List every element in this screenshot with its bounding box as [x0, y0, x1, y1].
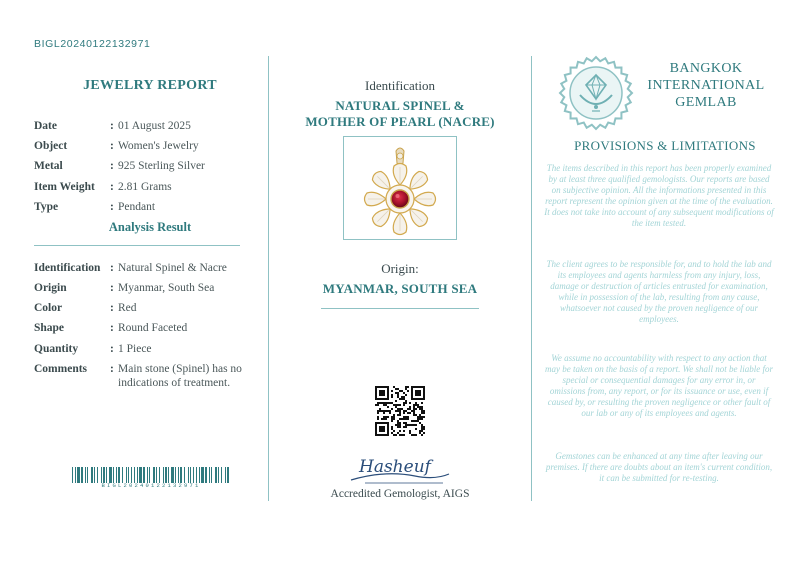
field-label: Quantity: [34, 343, 79, 355]
lab-name-line-3: GEMLAB: [675, 95, 737, 110]
identification-line-1: NATURAL SPINEL &: [335, 98, 465, 113]
qr-code: [375, 386, 425, 436]
field-label: Origin: [34, 282, 67, 294]
field-label: Date: [34, 120, 57, 132]
analysis-divider: [34, 245, 240, 246]
pendant-image: [344, 137, 456, 239]
divider-left: [268, 56, 269, 501]
field-value: Main stone (Spinel) has no indications of treatment.: [118, 363, 242, 389]
lab-name: [636, 60, 776, 111]
lab-name-line-2: INTERNATIONAL: [647, 78, 765, 93]
field-label: Object: [34, 140, 68, 152]
report-title: JEWELRY REPORT: [83, 78, 217, 93]
field-label: Identification: [34, 262, 101, 274]
jewelry-photo: [343, 136, 457, 240]
field-label: Metal: [34, 160, 63, 172]
field-label: Comments: [34, 363, 88, 375]
accredited-gemologist: Accredited Gemologist, AIGS: [330, 488, 470, 500]
provisions-paragraph-1: The items described in this report has been properly examined by at least three qualified gemologists. Our reports are based on subjective opinion. All the informations presented in this report represent the opinion given at the time of the evaluation. It does not take into account of any subsequent modifications of the item tested.: [544, 163, 774, 228]
gemlab-seal-logo: [558, 55, 634, 131]
field-value: 01 August 2025: [118, 120, 191, 132]
lab-name-line-1: BANGKOK: [669, 61, 743, 76]
origin-divider: [321, 308, 479, 309]
origin-label: Origin:: [381, 261, 419, 276]
field-value: Red: [118, 302, 137, 314]
provisions-paragraph-2: The client agrees to be responsible for, and to hold the lab and its employees and agents harmless from any injury, loss, damage or destruction of articles entrusted for examination, while in possession of the lab, resulting from any cause, whatsoever not caused by the proven negligence of our employees.: [546, 259, 772, 324]
analysis-title: Analysis Result: [108, 220, 192, 234]
provisions-paragraph-3: We assume no accountability with respect to any action that may be taken on the basis of a report. We shall not be liable for special or consequential damages for any error in, or omissions from, any report, or for its issuance or use, even if caused by, or resulting the proven negligence or other fault of our lab or any of its employees and agents.: [544, 353, 774, 418]
field-label: Color: [34, 302, 63, 314]
field-value: Pendant: [118, 201, 156, 213]
provisions-paragraph-4: Gemstones can be enhanced at any time after leaving our premises. If there are doubts about an item's current condition, it can be submitted for re-testing.: [545, 451, 773, 483]
field-value: Round Faceted: [118, 322, 188, 334]
field-label: Type: [34, 201, 59, 213]
field-value: 1 Piece: [118, 343, 152, 355]
gemologist-signature: [345, 450, 455, 488]
provisions-title: PROVISIONS & LIMITATIONS: [574, 138, 756, 153]
report-id: BIGL20240122132971: [34, 38, 151, 50]
origin-value: MYANMAR, SOUTH SEA: [322, 281, 478, 296]
field-value: Myanmar, South Sea: [118, 282, 215, 294]
identification-line-2: MOTHER OF PEARL (NACRE): [305, 114, 495, 129]
field-value: 2.81 Grams: [118, 181, 172, 193]
identification-label: Identification: [364, 78, 436, 93]
field-label: Item Weight: [34, 181, 95, 193]
barcode-text: BIGL20240122132971: [101, 482, 201, 489]
field-label: Shape: [34, 322, 65, 334]
signature-text: Hasheuf: [359, 457, 431, 477]
field-value: Women's Jewelry: [118, 140, 199, 152]
field-value: 925 Sterling Silver: [118, 160, 205, 172]
divider-right: [531, 56, 532, 501]
field-value: Natural Spinel & Nacre: [118, 262, 227, 274]
